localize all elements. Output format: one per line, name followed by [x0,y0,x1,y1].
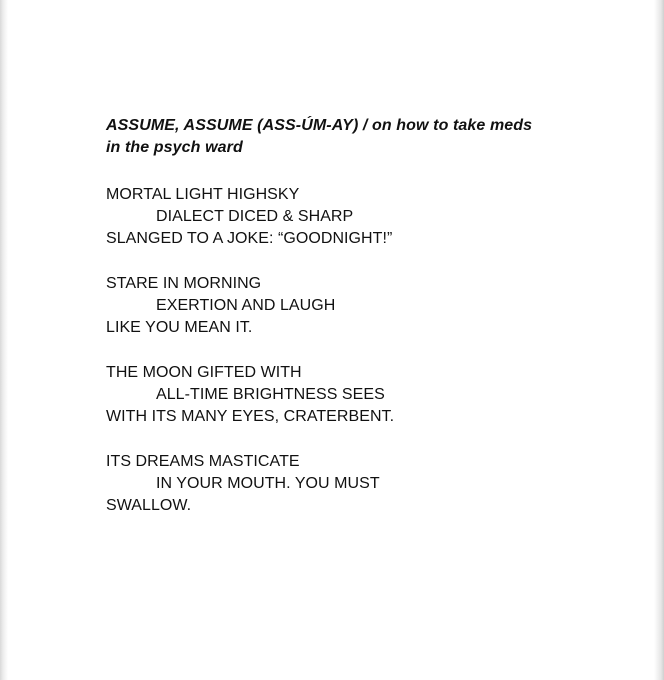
poem-line: LIKE YOU MEAN IT. [106,319,253,336]
poem-title-line-2: in the psych ward [106,139,243,156]
stanza-3 [106,362,606,428]
poem-line: THE MOON GIFTED WITH [106,364,302,381]
poem-title-line-1: ASSUME, ASSUME (ASS-ÚM-AY) / on how to take meds [106,117,533,134]
stanza-4 [106,451,606,517]
poem-content [106,115,606,540]
poem-line-indented: EXERTION AND LAUGH [156,297,336,314]
poem-line: MORTAL LIGHT HIGHSKY [106,186,300,203]
page-left-edge [0,0,8,680]
poem-line: WITH ITS MANY EYES, CRATERBENT. [106,408,395,425]
stanza-1 [106,184,606,250]
poem-line: SWALLOW. [106,497,192,514]
poem-line: SLANGED TO A JOKE: “GOODNIGHT!” [106,230,393,247]
page-right-edge [654,0,664,680]
poem-title [106,115,606,159]
poem-line-indented: ALL-TIME BRIGHTNESS SEES [156,386,385,403]
stanza-2 [106,273,606,339]
poem-line: ITS DREAMS MASTICATE [106,453,300,470]
poem-line-indented: DIALECT DICED & SHARP [156,208,354,225]
poem-line-indented: IN YOUR MOUTH. YOU MUST [156,475,380,492]
poem-line: STARE IN MORNING [106,275,262,292]
